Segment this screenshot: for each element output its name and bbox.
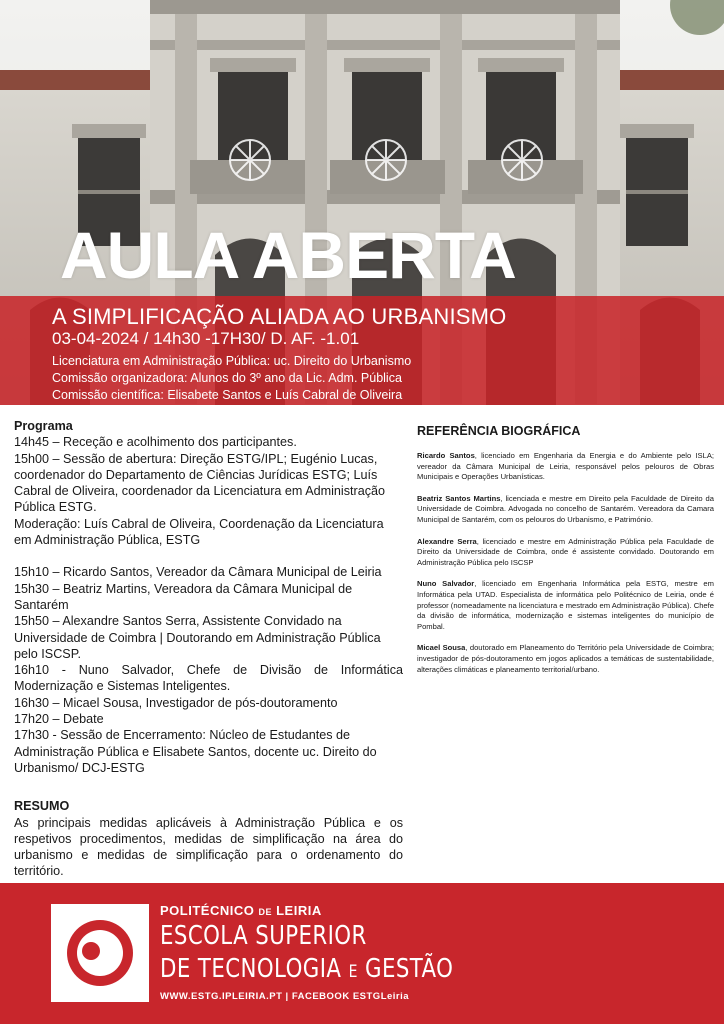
programa-item: 14h45 – Receção e acolhimento dos participantes. [14, 435, 297, 450]
event-subtitle: A SIMPLIFICAÇÃO ALIADA AO URBANISMO [52, 304, 507, 329]
hero-banner [0, 0, 724, 405]
bio-entry [417, 579, 714, 632]
referencia-section [417, 424, 714, 686]
event-info [52, 353, 411, 404]
programa-item: 17h30 - Sessão de Encerramento: Núcleo de Estudantes de Administração Pública e Elisabete Santos, docente uc. Direito do Urbanismo/ DCJ-ESTG [14, 728, 377, 775]
school-name-line2: DE TECNOLOGIA E GESTÃO [160, 954, 454, 984]
event-date-time-room: 03-04-2024 / 14h30 -17H30/ D. AF. -1.01 [52, 329, 360, 348]
programa-heading: Programa [14, 419, 73, 433]
bio-entry [417, 451, 714, 483]
programa-item: 16h30 – Micael Sousa, Investigador de pós-doutoramento [14, 695, 338, 710]
bio-name: Micael Sousa [417, 643, 466, 653]
school-name-line1: ESCOLA SUPERIOR [160, 921, 367, 951]
programa-item: 17h20 – Debate [14, 712, 104, 727]
bio-name: Ricardo Santos [417, 451, 475, 460]
bio-text: , doutorado em Planeamento do Território pela Universidade de Coimbra; investigador de pós-doutoramento em jogos aplicados a temáticas de sustentabilidade, alterações climáticas e planeamento territorial/urbano. [417, 643, 714, 674]
bio-text: , licenciado e mestre em Administração Pública pela Faculdade de Direito da Universidade de Coimbra, onde é assistente convidado. Doutorando em Administração Pública pelo ISCSP [417, 536, 714, 567]
bio-text: , licenciada e mestre em Direito pela Faculdade de Direito da Universidade de Coimbra. Advogada no concelho de Santarém. Vereadora da Camara Municipal de Santarém, com os pelouros do Urbanismo, e Património. [417, 493, 714, 524]
bio-entry [417, 643, 714, 675]
school-logo [51, 904, 149, 1002]
logo-circle-icon [51, 904, 149, 1002]
programa-item: 16h10 - Nuno Salvador, Chefe de Divisão de Informática Modernização e Sistemas Inteligentes. [14, 663, 403, 694]
info-line: Comissão organizadora: Alunos do 3º ano da Lic. Adm. Pública [52, 371, 402, 385]
bio-name: Nuno Salvador [417, 579, 475, 589]
programa-section [14, 418, 403, 880]
programa-item: 15h00 – Sessão de abertura: Direção ESTG/IPL; Eugénio Lucas, coordenador do Departamento de Ciências Jurídicas ESTG; Luís Cabral de Oliveira, coordenador da Licenciatura em Administração Pública ESTG. [14, 451, 386, 515]
bio-text: , licenciado em Engenharia da Energia e do Ambiente pelo ISLA; vereador da Câmara Municipal de Leiria, responsável pelos pelouros de Obras Municipais e Operações Urbanísticas. [417, 451, 714, 482]
bio-entry [417, 494, 714, 526]
bio-name: Alexandre Serra [417, 536, 477, 546]
programa-item: 15h30 – Beatriz Martins, Vereadora da Câmara Municipal de Santarém [14, 581, 353, 612]
programa-item: 15h10 – Ricardo Santos, Vereador da Câmara Municipal de Leiria [14, 565, 382, 580]
programa-item: Moderação: Luís Cabral de Oliveira, Coordenação da Licenciatura em Administração Pública, ESTG [14, 516, 384, 548]
resumo-heading: RESUMO [14, 799, 70, 814]
programa-item: 15h50 – Alexandre Santos Serra, Assistente Convidado na Universidade de Coimbra | Doutorando em Administração Pública pelo ISCSP. [14, 614, 381, 661]
event-title: AULA ABERTA [60, 218, 516, 292]
bio-name: Beatriz Santos Martins [417, 493, 501, 503]
referencia-heading: REFERÊNCIA BIOGRÁFICA [417, 424, 581, 438]
resumo-text: As principais medidas aplicáveis à Administração Pública e os respetivos procedimentos, medidas de simplificação na área do urbanismo e medidas de simplificação para o ordenamento do território. [14, 815, 403, 879]
bio-text: , licenciado em Engenharia Informática pela ESTG, mestre em Informática pela UTAD. Especialista de informática pelo Politécnico de Leiria, onde é professor (nomeadamente na licenciatura e mestrado em Administração Pública). Chefe da divisão de informática, modernização e sistemas inteligentes do município de Pombal. [417, 579, 714, 631]
bio-entry [417, 537, 714, 569]
info-line: Comissão científica: Elisabete Santos e Luís Cabral de Oliveira [52, 388, 403, 402]
footer-banner [0, 883, 724, 1024]
footer-links: WWW.ESTG.IPLEIRIA.PT | FACEBOOK ESTGLeiria [160, 991, 410, 1002]
politecnico-name: POLITÉCNICO DE LEIRIA [160, 903, 322, 918]
info-line: Licenciatura em Administração Pública: uc. Direito do Urbanismo [52, 354, 412, 368]
